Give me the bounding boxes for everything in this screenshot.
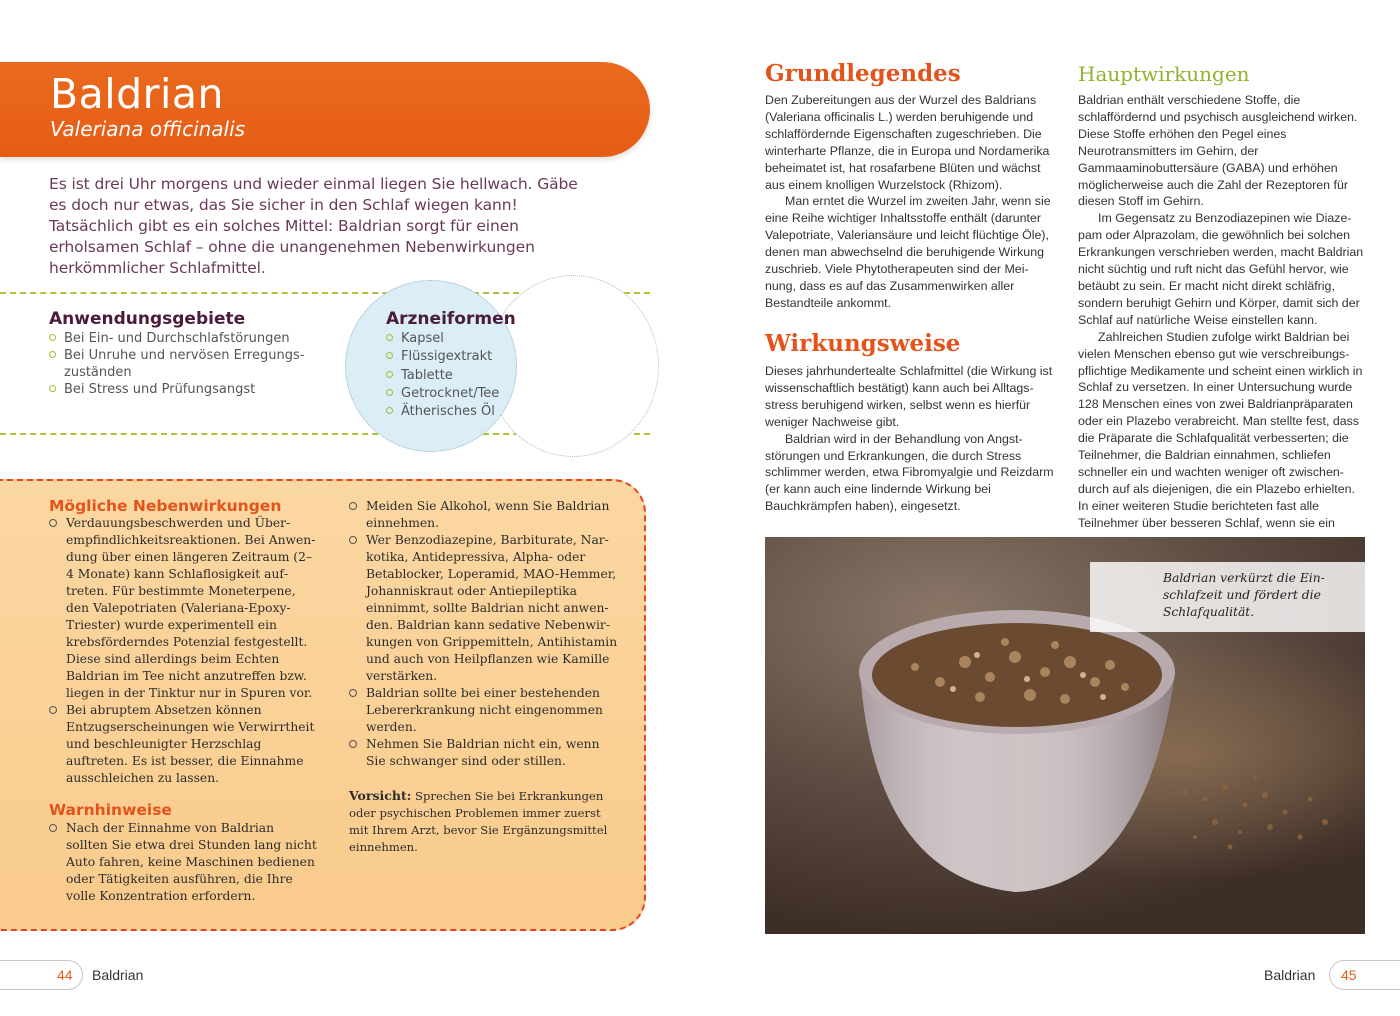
paragraph: Baldrian wird in der Behandlung von Angststörungen und Erkrankungen, die durch Stress schlimmer werden, etwa Fibromyalgie und Reizdarm (er kann auch eine lindernde Wirkung bei Bauchkrämpfen haben), eingesetzt. [765, 431, 1054, 514]
arzneiformen-list [386, 330, 546, 421]
page-number: 45 [1341, 967, 1357, 983]
bullet-icon [49, 351, 56, 358]
valerian-root-photo [765, 537, 1365, 934]
photo-caption: Baldrian verkürzt die Einschlafzeit und fördert die Schlafqualität. [1163, 571, 1325, 619]
paragraph: Im Gegensatz zu Benzodiazepinen wie Diazepam oder Alprazolam, die gewöhnlich bei solchen Erkrankungen verschrieben werden, macht Baldrian nicht süchtig und ruft nicht das Gefühl hervor, wie betäubt zu sein. Er macht nicht direkt schläfrig, sondern beruhigt Gehirn und Körper, damit sich der Schlaf auf natürliche Weise einstellen kann. [1078, 211, 1364, 327]
circle-bullet-icon [49, 824, 57, 832]
bullet-icon [386, 407, 393, 414]
paragraph: Den Zubereitungen aus der Wurzel des Baldrians (Valeriana officinalis L.) werden beruhigende und schlaffördernde Eigenschaften zugeschrieben. Die winterharte Pflanze, die in Europa und Nordamerika beheimatet ist, hat rosafarbene Blüten und wächst aus einem knolligen Wurzelstock (Rhizom). [765, 93, 1050, 192]
warnhinweise-list [49, 820, 319, 905]
bullet-icon [49, 334, 56, 341]
wirkungsweise-heading: Wirkungsweise [765, 330, 961, 357]
list-item: Kapsel [386, 330, 546, 348]
circle-bullet-icon [349, 502, 357, 510]
grundlegendes-text [765, 92, 1055, 312]
list-item: Baldrian sollte bei einer bestehenden Lebererkrankung nicht eingenommen werden. [349, 685, 619, 736]
hauptwirkungen-text [1078, 92, 1368, 532]
nebenwirkungen-heading: Mögliche Nebenwirkungen [49, 497, 282, 515]
bullet-icon [386, 389, 393, 396]
circle-bullet-icon [49, 706, 57, 714]
paragraph: Man erntet die Wurzel im zweiten Jahr, wenn sie eine Reihe wichtiger Inhaltsstoffe enthält (darunter Valepotriate, Valeriansäure und leicht flüchtige Öle), denen man abwechselnd die beruhigende Wirkung zuschrieb. Viele Phytotherapeuten sind der Meinung, dass es auf das Zusammenwirken aller Bestandteile ankommt. [765, 194, 1051, 310]
wirkungsweise-text [765, 363, 1055, 515]
circle-bullet-icon [49, 519, 57, 527]
running-footer: Baldrian [1264, 967, 1316, 983]
paragraph: Dieses jahrhundertealte Schlafmittel (die Wirkung ist wissenschaftlich bestätigt) kann auch bei Alltagsstress beruhigend wirken, selbst wenn es hierfür weniger Nachweise gibt. [765, 364, 1053, 429]
anwendungsgebiete-list [49, 330, 309, 398]
nebenwirkungen-list [49, 515, 319, 787]
bullet-icon [49, 385, 56, 392]
list-item: Tablette [386, 367, 546, 385]
vorsicht-text: Sprechen Sie bei Erkrankungen oder psychischen Problemen immer zuerst mit Ihrem Arzt, bevor Sie Ergänzungsmittel einnehmen. [349, 789, 608, 854]
hauptwirkungen-heading: Hauptwirkungen [1078, 62, 1250, 86]
list-item: Nach der Einnahme von Baldrian sollten Sie etwa drei Stunden lang nicht Auto fahren, keine Maschinen bedienen oder Tätigkeiten ausführen, die Ihre volle Konzentration erfordern. [49, 820, 319, 905]
anwendungsgebiete-heading: Anwendungsgebiete [49, 309, 246, 329]
intro-paragraph: Es ist drei Uhr morgens und wieder einmal liegen Sie hellwach. Gäbe es doch nur etwas, das Sie sicher in den Schlaf wiegen kann! Tatsächlich gibt es ein solches Mittel: Baldrian sorgt für einen erholsamen Schlaf – ohne die unangenehmen Nebenwirkungen herkömmlicher Schlafmittel. [49, 175, 578, 277]
bullet-icon [386, 334, 393, 341]
list-item: Nehmen Sie Baldrian nicht ein, wenn Sie schwanger sind oder stillen. [349, 736, 619, 770]
paragraph: Baldrian enthält verschiedene Stoffe, die schlaffördernd und psychisch ausgleichend wirken. Diese Stoffe erhöhen den Pegel eines Neurotransmitters im Gehirn, der Gammaaminobuttersäure (GABA) und erhöhen möglicherweise auch die Zahl der Rezeptoren für diesen Stoff im Gehirn. [1078, 93, 1358, 209]
list-item: Meiden Sie Alkohol, wenn Sie Baldrian einnehmen. [349, 498, 619, 532]
circle-bullet-icon [349, 536, 357, 544]
circle-bullet-icon [349, 689, 357, 697]
warnhinweise-heading: Warnhinweise [49, 801, 172, 819]
list-item: Wer Benzodiazepine, Barbiturate, Narkotika, Antidepressiva, Alpha- oder Betablocker, Loperamid, MAO-Hemmer, Johanniskraut oder Antiepileptika einnimmt, sollte Baldrian nicht anwenden. Baldrian kann sedative Nebenwirkungen von Grippemitteln, Antihistamin und auch von Heilpflanzen wie Kamille verstärken. [349, 532, 619, 685]
grundlegendes-heading: Grundlegendes [765, 60, 961, 87]
bullet-icon [386, 371, 393, 378]
page-number-tab [1329, 960, 1400, 990]
running-footer: Baldrian [92, 967, 144, 983]
paragraph: Zahlreichen Studien zufolge wirkt Baldrian bei vielen Menschen ebenso gut wie verschreibungspflichtige Medikamente und scheint einen wirklich in Schlaf zu versetzen. In einer Untersuchung wurde 128 Menschen eines von zwei Baldrianpräparaten oder ein Plazebo verabreicht. Man stellte fest, dass die Präparate die Schlafqualität verbesserten; die Teilnehmer, die Baldrian einnahmen, schliefen schneller ein und wachten weniger oft zwischendurch auf als diejenigen, die ein Plazebo erhielten. In einer weiteren Studie berichteten fast alle Teilnehmer über besseren Schlaf, wenn sie ein [1078, 329, 1363, 530]
page-title: Baldrian [50, 70, 225, 118]
arzneiformen-heading: Arzneiformen [386, 309, 516, 329]
circle-bullet-icon [349, 740, 357, 748]
list-item: Verdauungsbeschwerden und Überempfindlichkeitsreaktionen. Bei Anwendung über einen längeren Zeitraum (2–4 Monate) kann Schlaflosigkeit auftreten. Für bestimmte Moneterpene, den Valepotriaten (Valeriana-Epoxy-Triester) wurde experimentell ein krebsförderndes Potenzial festgestellt. Diese sind allerdings beim Echten Baldrian im Tee nicht anzutreffen bzw. liegen in der Tinktur nur in Spuren vor. [49, 515, 319, 702]
list-item: Getrocknet/Tee [386, 385, 546, 403]
vorsicht-note [349, 787, 614, 856]
list-item: Ätherisches Öl [386, 403, 546, 421]
bullet-icon [386, 352, 393, 359]
list-item: Bei Ein- und Durchschlafstörungen [49, 330, 309, 347]
list-item: Bei Unruhe und nervösen Erregungszuständen [49, 347, 309, 381]
page-number: 44 [57, 967, 73, 983]
list-item: Bei Stress und Prüfungsangst [49, 381, 309, 398]
vorsicht-label: Vorsicht: [349, 788, 412, 803]
page-subtitle: Valeriana officinalis [50, 117, 246, 141]
list-item: Flüssigextrakt [386, 348, 546, 366]
list-item: Bei abruptem Absetzen können Entzugserscheinungen wie Verwirrtheit und beschleunigter Herzschlag auftreten. Es ist besser, die Einnahme ausschleichen zu lassen. [49, 702, 319, 787]
hinweise-list [349, 498, 619, 770]
